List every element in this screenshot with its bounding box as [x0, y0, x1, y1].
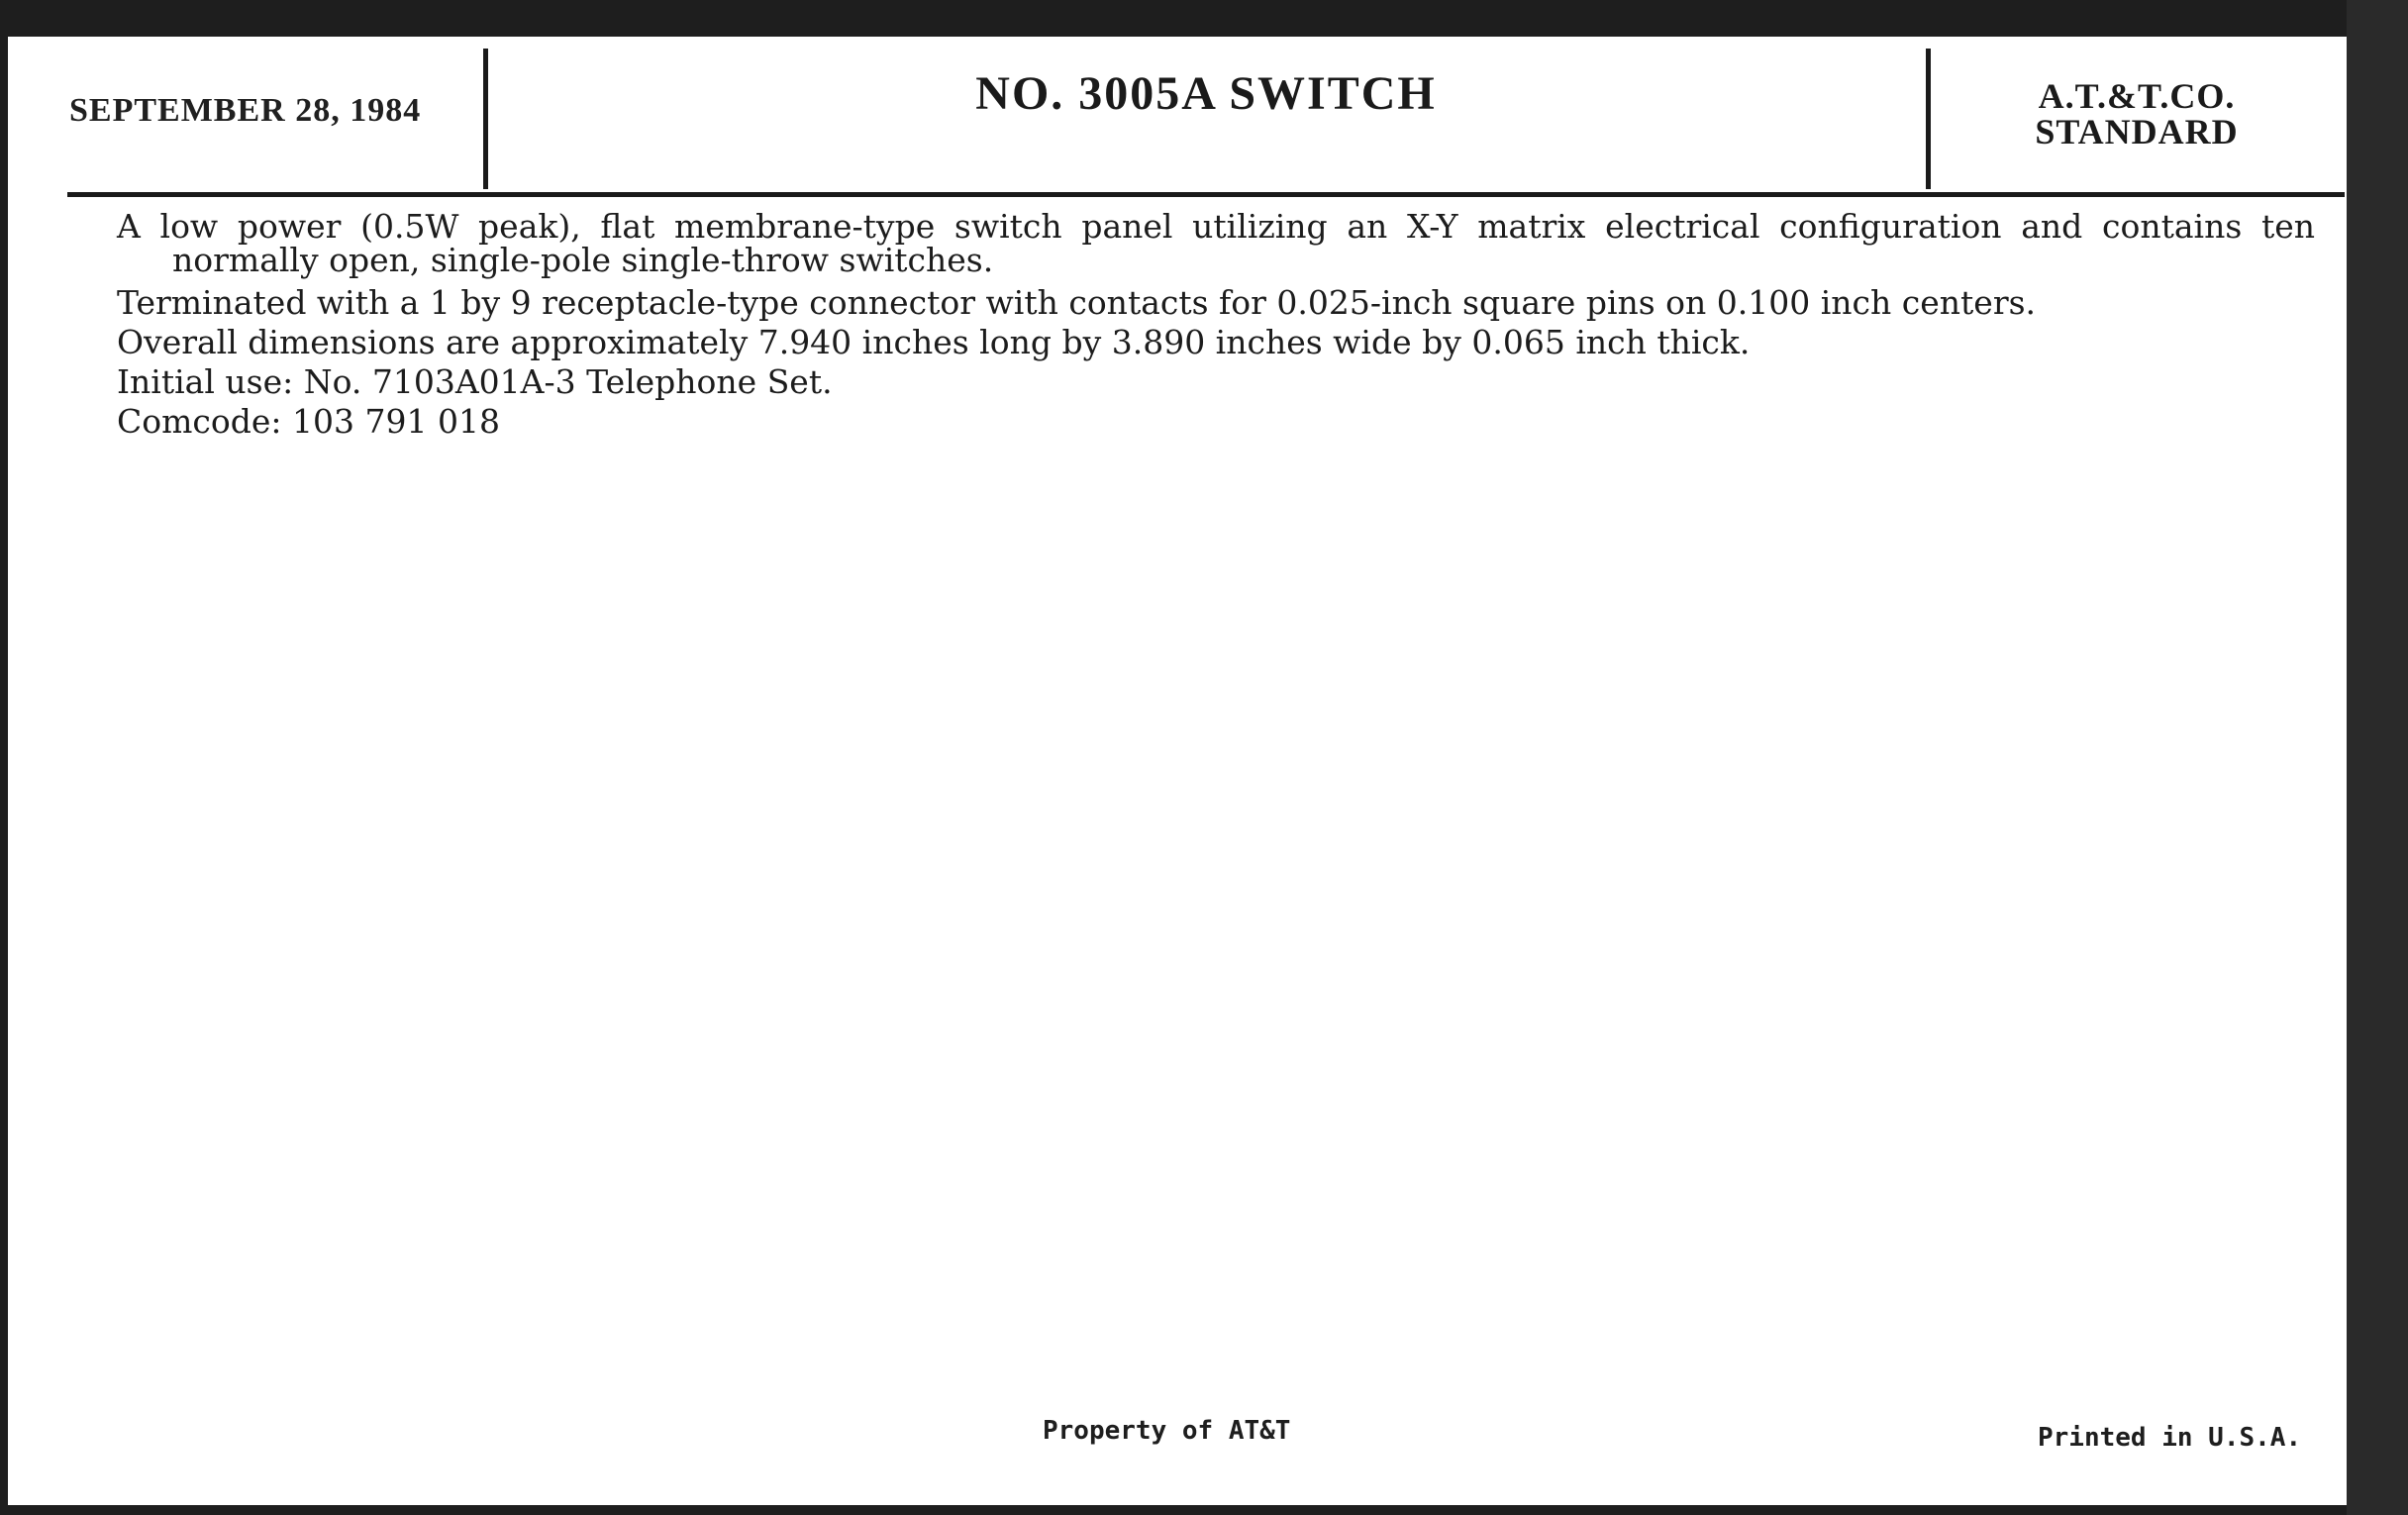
dimensions-paragraph: Overall dimensions are approximately 7.940 inches long by 3.890 inches wide by 0.065 inch thick. [117, 323, 1751, 361]
header-divider-left [483, 49, 488, 189]
description-paragraph: A low power (0.5W peak), flat membrane-type switch panel utilizing an X-Y matrix electrical configuration and contains ten normally open, single-pole single-throw switches. [117, 207, 2315, 279]
document-title: NO. 3005A SWITCH [975, 67, 1437, 120]
standard-mark [1939, 78, 2335, 150]
header-rule [67, 192, 2345, 197]
comcode-paragraph: Comcode: 103 791 018 [117, 402, 500, 441]
standard-mark-line2: STANDARD [2035, 112, 2239, 152]
connector-paragraph: Terminated with a 1 by 9 receptacle-type connector with contacts for 0.025-inch square pins on 0.100 inch centers. [117, 283, 2037, 322]
property-notice: Property of AT&T [1043, 1416, 1291, 1446]
initial-use-paragraph: Initial use: No. 7103A01A-3 Telephone Set. [117, 362, 833, 401]
printed-notice: Printed in U.S.A. [2038, 1423, 2302, 1453]
header-divider-right [1926, 49, 1931, 189]
description-body [117, 207, 2315, 442]
scan-border [2347, 0, 2408, 1515]
standard-mark-line1: A.T.&T.CO. [2038, 76, 2236, 116]
issue-date: SEPTEMBER 28, 1984 [69, 92, 422, 129]
spec-card [8, 37, 2347, 1505]
